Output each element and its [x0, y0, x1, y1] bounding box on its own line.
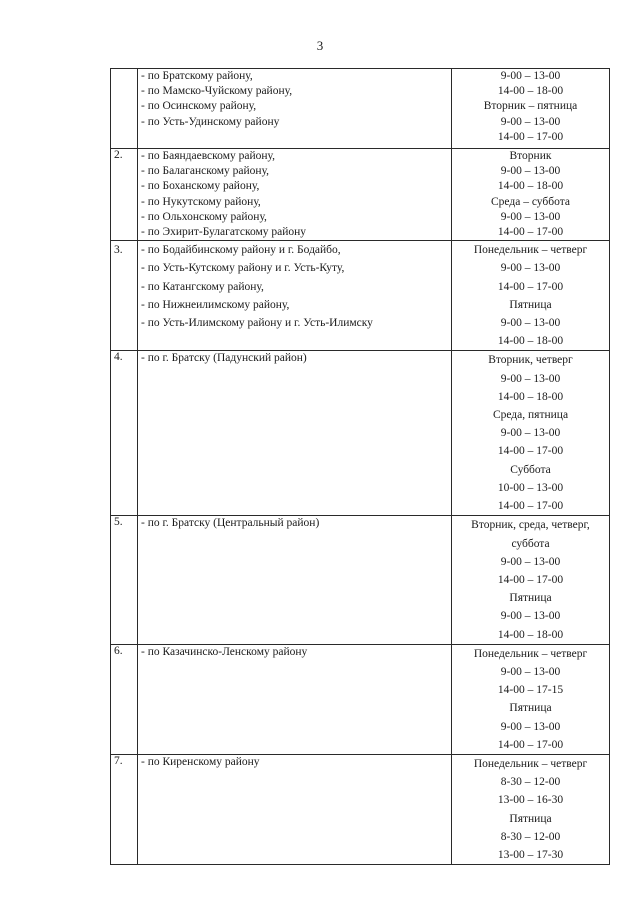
hours-line: 14-00 – 17-00 [497, 226, 564, 239]
hours-line: 9-00 – 13-00 [500, 666, 561, 679]
hours-line: Пятница [509, 702, 552, 715]
hours-line: 9-00 – 13-00 [500, 427, 561, 440]
hours-line: Понедельник – четверг [473, 758, 588, 771]
hours-line: 9-00 – 13-00 [500, 262, 561, 275]
hours-line: Понедельник – четверг [473, 244, 588, 257]
hours-line: Вторник – пятница [483, 100, 578, 113]
districts-cell [138, 69, 452, 149]
district-item: - по Усть-Илимскому району и г. Усть-Илимску [141, 317, 373, 330]
district-item: - по Киренскому району [141, 756, 260, 769]
district-item: - по Бодайбинскому району и г. Бодайбо, [141, 244, 341, 257]
hours-line: Среда, пятница [492, 409, 569, 422]
districts-cell [138, 241, 452, 351]
row-number: 4. [114, 351, 123, 364]
hours-line: 9-00 – 13-00 [500, 555, 561, 568]
row-number-cell [111, 241, 138, 351]
district-item: - по Казачинско-Ленскому району [141, 645, 308, 658]
district-item: - по г. Братску (Падунский район) [141, 352, 307, 365]
row-number: 5. [114, 516, 123, 529]
hours-cell [452, 241, 610, 351]
hours-line: 9-00 – 13-00 [500, 372, 561, 385]
row-number-cell [111, 351, 138, 516]
district-item: - по Мамско-Чуйскому району, [141, 85, 293, 98]
districts-cell [138, 516, 452, 644]
table-row [111, 351, 610, 516]
districts-cell [138, 755, 452, 865]
districts-cell [138, 149, 452, 241]
hours-line: 14-00 – 17-15 [497, 684, 564, 697]
page-number: 3 [316, 38, 324, 53]
hours-line: 10-00 – 13-00 [497, 481, 564, 494]
table-row [111, 644, 610, 754]
hours-line: 9-00 – 13-00 [500, 210, 561, 223]
district-item: - по Осинскому району, [141, 100, 257, 113]
schedule-table [110, 68, 610, 865]
districts-cell [138, 644, 452, 754]
hours-line: 9-00 – 13-00 [500, 317, 561, 330]
hours-line: Пятница [509, 298, 552, 311]
district-item: - по Усть-Удинскому району [141, 115, 280, 128]
district-item: - по г. Братску (Центральный район) [141, 517, 320, 530]
table-row [111, 516, 610, 644]
hours-line: 14-00 – 17-00 [497, 130, 564, 143]
hours-line: Пятница [509, 592, 552, 605]
hours-line: 14-00 – 18-00 [497, 390, 564, 403]
hours-line: 8-30 – 12-00 [500, 776, 561, 789]
hours-cell [452, 69, 610, 149]
table-row [111, 241, 610, 351]
hours-cell [452, 755, 610, 865]
hours-line: Среда – суббота [491, 195, 570, 208]
hours-line: Вторник, среда, четверг, [471, 519, 590, 532]
hours-line: Вторник [509, 150, 552, 162]
row-number: 2. [114, 149, 123, 161]
district-item: - по Нижнеилимскому району, [141, 298, 290, 311]
district-item: - по Нукутскому району, [141, 195, 261, 208]
hours-line: 14-00 – 18-00 [497, 85, 564, 98]
hours-line: 14-00 – 17-00 [497, 500, 564, 513]
hours-line: 13-00 – 16-30 [497, 794, 564, 807]
district-item: - по Балаганскому району, [141, 165, 270, 178]
district-item: - по Братскому району, [141, 70, 253, 82]
district-item: - по Баяндаевскому району, [141, 150, 275, 162]
district-item: - по Боханскому району, [141, 180, 260, 193]
hours-line: 14-00 – 17-00 [497, 280, 564, 293]
hours-line: 13-00 – 17-30 [497, 849, 564, 862]
hours-line: Понедельник – четверг [473, 647, 588, 660]
district-item: - по Катангскому району, [141, 280, 264, 293]
schedule-table-body [111, 69, 610, 865]
row-number-cell [111, 69, 138, 149]
hours-line: 9-00 – 13-00 [500, 115, 561, 128]
hours-line: суббота [511, 537, 550, 550]
hours-line: 14-00 – 18-00 [497, 180, 564, 193]
district-item: - по Усть-Кутскому району и г. Усть-Куту, [141, 262, 345, 275]
hours-line: 14-00 – 18-00 [497, 628, 564, 641]
hours-line: 9-00 – 13-00 [500, 165, 561, 178]
hours-line: Вторник, четверг [488, 354, 573, 367]
hours-cell [452, 351, 610, 516]
table-row [111, 149, 610, 241]
hours-cell [452, 149, 610, 241]
district-item: - по Эхирит-Булагатскому району [141, 226, 307, 239]
hours-line: 8-30 – 12-00 [500, 830, 561, 843]
table-row [111, 69, 610, 149]
hours-line: 9-00 – 13-00 [500, 70, 561, 82]
hours-line: 14-00 – 17-00 [497, 574, 564, 587]
row-number: 7. [114, 755, 123, 768]
hours-line: 14-00 – 17-00 [497, 445, 564, 458]
row-number-cell [111, 755, 138, 865]
row-number: 3. [114, 244, 123, 257]
hours-line: 14-00 – 18-00 [497, 335, 564, 348]
hours-cell [452, 516, 610, 644]
row-number-cell [111, 516, 138, 644]
hours-line: 9-00 – 13-00 [500, 610, 561, 623]
row-number-cell [111, 644, 138, 754]
hours-line: Пятница [509, 812, 552, 825]
districts-cell [138, 351, 452, 516]
table-row [111, 755, 610, 865]
row-number-cell [111, 149, 138, 241]
hours-line: Суббота [510, 463, 551, 476]
row-number: 6. [114, 644, 123, 657]
hours-cell [452, 644, 610, 754]
hours-line: 14-00 – 17-00 [497, 738, 564, 751]
district-item: - по Ольхонскому району, [141, 210, 267, 223]
hours-line: 9-00 – 13-00 [500, 720, 561, 733]
